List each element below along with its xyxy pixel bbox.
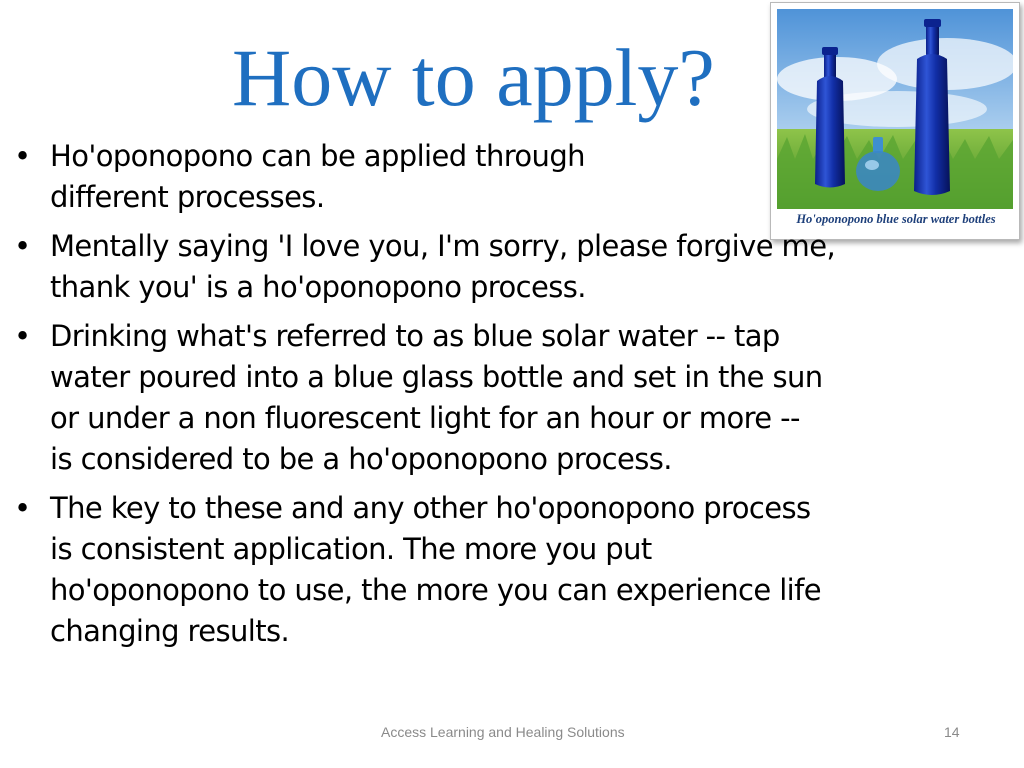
bullet-glyph: •: [14, 229, 31, 263]
bullet-glyph: •: [14, 319, 31, 353]
footer-text: Access Learning and Healing Solutions: [381, 724, 625, 740]
bullet-text: Drinking what's referred to as blue solar water -- tap water poured into a blue glass bottle and set in the sun or under a non fluorescent light for an hour or more -- is considered to be a ho'oponopono process.: [50, 319, 823, 476]
bullet-glyph: •: [14, 491, 31, 525]
bullet-text: The key to these and any other ho'oponopono process is consistent application. The more you put ho'oponopono to use, the more you can experience life changing results.: [50, 491, 821, 648]
photo-caption: Ho'oponopono blue solar water bottles: [796, 212, 996, 226]
bullet-glyph: •: [14, 139, 31, 173]
bullet-item: [10, 316, 1016, 480]
page-number: 14: [944, 724, 960, 740]
slide-title: How to apply?: [232, 32, 715, 123]
bullet-item: [10, 488, 1016, 652]
bullet-item: [10, 226, 1016, 308]
bullet-list: [10, 136, 1016, 660]
bullet-text: Ho'oponopono can be applied through different processes.: [50, 139, 585, 214]
bullet-item: [10, 136, 1016, 218]
bullet-text: Mentally saying 'I love you, I'm sorry, please forgive me, thank you' is a ho'oponopono process.: [50, 229, 836, 304]
